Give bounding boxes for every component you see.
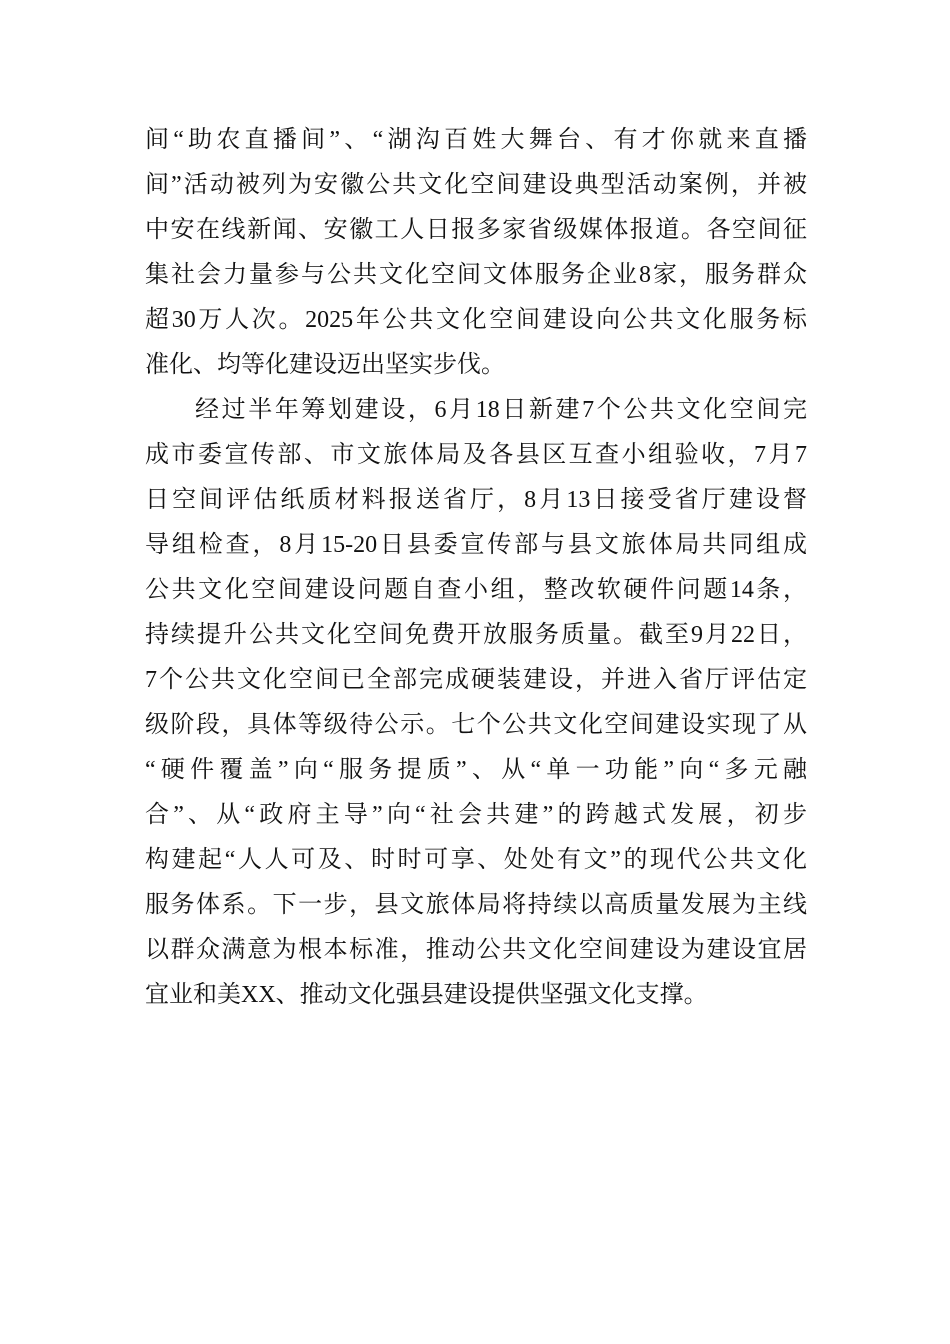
paragraph-2 bbox=[145, 388, 807, 1018]
text-line: 成市委宣传部、市文旅体局及各县区互查小组验收，7月7 bbox=[145, 442, 807, 468]
text-line: 经过半年筹划建设，6月18日新建7个公共文化空间完 bbox=[195, 397, 807, 423]
text-line: 级阶段，具体等级待公示。七个公共文化空间建设实现了从 bbox=[145, 712, 807, 738]
text-line: 超30万人次。2025年公共文化空间建设向公共文化服务标 bbox=[145, 307, 807, 333]
text-line: 中安在线新闻、安徽工人日报多家省级媒体报道。各空间征 bbox=[145, 217, 807, 243]
text-line: 日空间评估纸质材料报送省厅，8月13日接受省厅建设督 bbox=[145, 487, 807, 513]
text-line: 集社会力量参与公共文化空间文体服务企业8家，服务群众 bbox=[145, 262, 807, 288]
text-line: 合”、从“政府主导”向“社会共建”的跨越式发展，初步 bbox=[145, 802, 807, 828]
text-line: 间“助农直播间”、“湖沟百姓大舞台、有才你就来直播 bbox=[145, 127, 807, 153]
paragraph-1 bbox=[145, 118, 807, 388]
text-line: “硬件覆盖”向“服务提质”、从“单一功能”向“多元融 bbox=[145, 757, 807, 783]
text-line: 持续提升公共文化空间免费开放服务质量。截至9月22日， bbox=[145, 622, 807, 648]
text-line: 准化、均等化建设迈出坚实步伐。 bbox=[145, 352, 505, 378]
text-line: 以群众满意为根本标准，推动公共文化空间建设为建设宜居 bbox=[145, 937, 807, 963]
text-line: 间”活动被列为安徽公共文化空间建设典型活动案例，并被 bbox=[145, 172, 807, 198]
text-line: 7个公共文化空间已全部完成硬装建设，并进入省厅评估定 bbox=[145, 667, 807, 693]
text-line: 导组检查，8月15-20日县委宣传部与县文旅体局共同组成 bbox=[145, 532, 807, 558]
text-line: 服务体系。下一步，县文旅体局将持续以高质量发展为主线 bbox=[145, 892, 807, 918]
document-page bbox=[145, 118, 807, 1018]
text-line: 构建起“人人可及、时时可享、处处有文”的现代公共文化 bbox=[145, 847, 807, 873]
text-line: 公共文化空间建设问题自查小组，整改软硬件问题14条， bbox=[145, 577, 807, 603]
text-line: 宜业和美XX、推动文化强县建设提供坚强文化支撑。 bbox=[145, 982, 708, 1008]
